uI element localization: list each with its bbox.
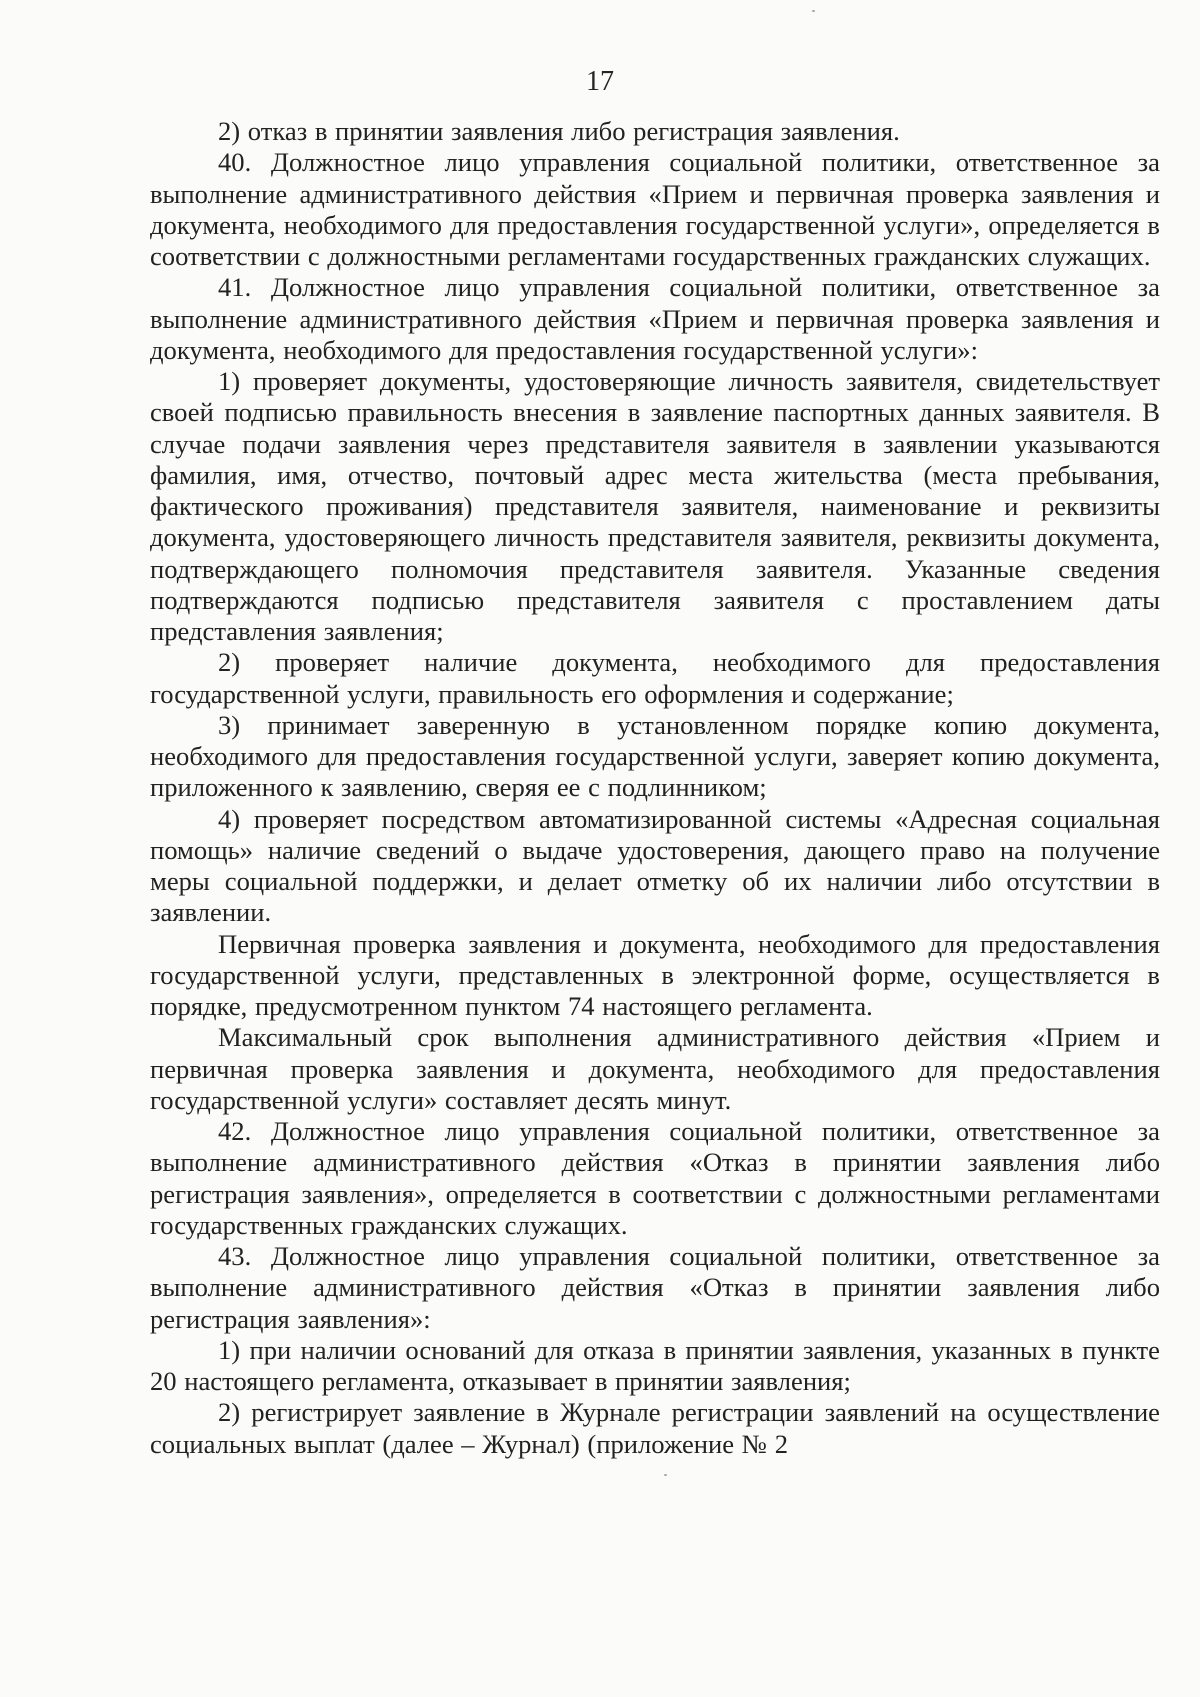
paragraph-41-item-2: 2) проверяет наличие документа, необходимого для предоставления государственной услуги, правильность его оформления и содержание; xyxy=(150,647,1160,709)
paragraph-electronic-check: Первичная проверка заявления и документа, необходимого для предоставления государственной услуги, представленных в электронной форме, осуществляется в порядке, предусмотренном пунктом 74 настоящего регламента. xyxy=(150,928,1160,1021)
paragraph-41: 41. Должностное лицо управления социальной политики, ответственное за выполнение административного действия «Прием и первичная проверка заявления и документа, необходимого для предоставления государственной услуги»: xyxy=(150,272,1160,365)
paragraph-40: 40. Должностное лицо управления социальной политики, ответственное за выполнение административного действия «Прием и первичная проверка заявления и документа, необходимого для предоставления государственной услуги», определяется в соответствии с должностными регламентами государственных гражданских служащих. xyxy=(150,147,1160,271)
paragraph-41-item-3: 3) принимает заверенную в установленном порядке копию документа, необходимого для предоставления государственной услуги, заверяет копию документа, приложенного к заявлению, сверяя ее с подлинником; xyxy=(150,709,1160,803)
paragraph-41-item-1: 1) проверяет документы, удостоверяющие личность заявителя, свидетельствует своей подписью правильность внесения в заявление паспортных данных заявителя. В случае подачи заявления через представителя заявителя в заявлении указываются фамилия, имя, отчество, почтовый адрес места жительства (места пребывания, фактического проживания) представителя заявителя, наименование и реквизиты документа, удостоверяющего личность представителя заявителя, реквизиты документа, подтверждающего полномочия представителя заявителя. Указанные сведения подтверждаются подписью представителя заявителя с проставлением даты представления заявления; xyxy=(150,366,1160,646)
paragraph-43-item-2: 2) регистрирует заявление в Журнале регистрации заявлений на осуществление социальных выплат (далее – Журнал) (приложение № 2 xyxy=(150,1397,1160,1459)
paragraph-max-time: Максимальный срок выполнения административного действия «Прием и первичная проверка заявления и документа, необходимого для предоставления государственной услуги» составляет десять минут. xyxy=(150,1022,1160,1115)
page-number: 17 xyxy=(586,66,614,97)
paragraph-41-item-4: 4) проверяет посредством автоматизированной системы «Адресная социальная помощь» наличие сведений о выдаче удостоверения, дающего право на получение меры социальной поддержки, и делает отметку об их наличии либо отсутствии в заявлении. xyxy=(150,803,1160,928)
paragraph-43: 43. Должностное лицо управления социальной политики, ответственное за выполнение административного действия «Отказ в принятии заявления либо регистрация заявления»: xyxy=(150,1241,1160,1334)
paragraph-43-item-1: 1) при наличии оснований для отказа в принятии заявления, указанных в пункте 20 настоящего регламента, отказывает в принятии заявления; xyxy=(150,1334,1160,1396)
paragraph-42: 42. Должностное лицо управления социальной политики, ответственное за выполнение административного действия «Отказ в принятии заявления либо регистрация заявления», определяется в соответствии с должностными регламентами государственных гражданских служащих. xyxy=(150,1116,1160,1240)
document-body xyxy=(150,116,1160,1460)
scan-speck xyxy=(664,1474,667,1476)
paragraph-refusal-item: 2) отказ в принятии заявления либо регистрация заявления. xyxy=(218,116,900,146)
scan-speck xyxy=(812,10,815,12)
